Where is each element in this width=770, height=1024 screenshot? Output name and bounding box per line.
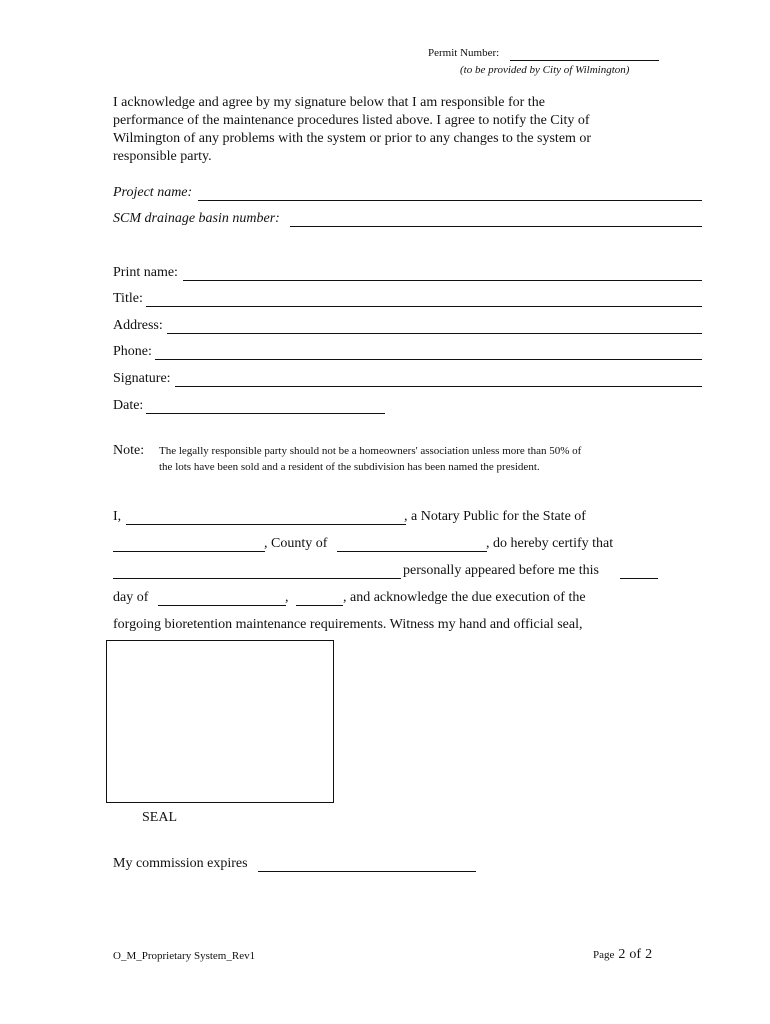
address-label: Address:: [113, 318, 163, 333]
page-prefix: Page: [593, 949, 615, 961]
certify-text: , do hereby certify that: [486, 536, 614, 551]
acknowledge-text: , and acknowledge the due execution of the: [343, 590, 586, 605]
notary-county-field[interactable]: [337, 535, 487, 552]
signature-field[interactable]: [175, 370, 702, 387]
agreement-line-2: performance of the maintenance procedures listed above. I agree to notify the City of: [113, 113, 590, 128]
notary-name-field[interactable]: [126, 508, 406, 525]
project-name-label: Project name:: [113, 185, 193, 200]
comma-separator: ,: [285, 590, 289, 605]
page-total: 2: [645, 947, 653, 962]
commission-expires-field[interactable]: [258, 855, 476, 872]
permit-note: (to be provided by City of Wilmington): [460, 64, 630, 76]
seal-label: SEAL: [142, 810, 177, 825]
scm-drainage-basin-field[interactable]: [290, 210, 702, 227]
agreement-line-4: responsible party.: [113, 149, 212, 164]
note-line-1: The legally responsible party should not be a homeowners' association unless more than 50% of: [159, 445, 582, 457]
print-name-label: Print name:: [113, 265, 178, 280]
appeared-person-field[interactable]: [113, 562, 401, 579]
permit-number-field[interactable]: [510, 44, 659, 61]
commission-expires-label: My commission expires: [113, 856, 248, 871]
project-name-field[interactable]: [198, 184, 702, 201]
notary-month-field[interactable]: [158, 589, 286, 606]
agreement-line-3: Wilmington of any problems with the system or prior to any changes to the system or: [113, 131, 592, 146]
date-field[interactable]: [146, 397, 385, 414]
signature-label: Signature:: [113, 371, 171, 386]
page-current: 2: [618, 947, 626, 962]
appeared-day-field[interactable]: [620, 562, 658, 579]
notary-state-field[interactable]: [113, 535, 265, 552]
date-label: Date:: [113, 398, 144, 413]
notary-i-label: I,: [113, 509, 122, 524]
footer-document-name: O_M_Proprietary System_Rev1: [113, 950, 256, 962]
footer-page-number: [593, 945, 652, 963]
note-label: Note:: [113, 443, 145, 458]
page-of: of: [629, 947, 642, 962]
agreement-line-1: I acknowledge and agree by my signature below that I am responsible for the: [113, 95, 545, 110]
title-field[interactable]: [146, 290, 702, 307]
address-field[interactable]: [167, 317, 702, 334]
phone-label: Phone:: [113, 344, 152, 359]
phone-field[interactable]: [155, 343, 702, 360]
scm-drainage-basin-label: SCM drainage basin number:: [113, 211, 280, 226]
forgoing-text: forgoing bioretention maintenance requirements. Witness my hand and official seal,: [113, 617, 583, 632]
day-of-label: day of: [113, 590, 149, 605]
seal-box: [106, 640, 334, 803]
title-label: Title:: [113, 291, 143, 306]
appeared-text: personally appeared before me this: [403, 563, 599, 578]
note-line-2: the lots have been sold and a resident of the subdivision has been named the president.: [159, 461, 540, 473]
notary-public-text: , a Notary Public for the State of: [404, 509, 586, 524]
print-name-field[interactable]: [183, 264, 702, 281]
notary-year-field[interactable]: [296, 589, 343, 606]
county-of-text: , County of: [264, 536, 328, 551]
permit-number-label: Permit Number:: [428, 47, 500, 59]
